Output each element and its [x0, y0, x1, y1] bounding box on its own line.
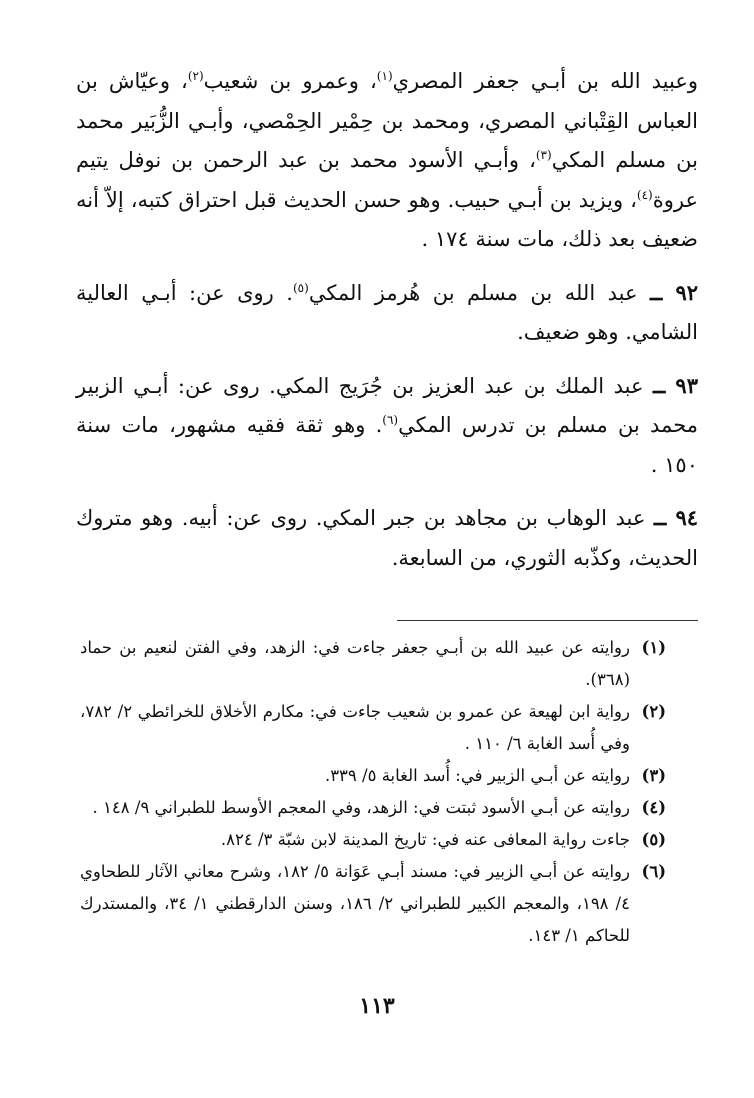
footnote-ref-3[interactable]: (٣)	[535, 148, 552, 162]
footnote-text: روايته عن عبيد الله بن أبـي جعفر جاءت في: الزهد، وفي الفتن لنعيم بن حماد (٣٦٨).	[80, 638, 630, 689]
entry-number: ٩٤ ــ	[653, 505, 698, 530]
footnote-text: روايته عن أبـي الزبير في: أُسد الغابة ٥/ ٣٣٩.	[324, 766, 630, 785]
entry-text: عبد الملك بن عبد العزيز بن جُرَيج المكي. روى عن: أبـي الزبير محمد بن مسلم بن تدرس المكي	[76, 373, 698, 437]
footnote-5	[80, 824, 666, 856]
footnote-ref-2[interactable]: (٢)	[187, 69, 204, 83]
footnote-number: (٥)	[641, 830, 666, 849]
entry-text: عبد الله بن مسلم بن هُرمز المكي	[308, 280, 638, 305]
footnote-number: (٤)	[641, 798, 666, 817]
footnote-text: روايته عن أبـي الزبير في: مسند أبـي عَوَانة ٥/ ١٨٢، وشرح معاني الآثار للطحاوي ٤/ ١٩٨، والمعجم الكبير للطبراني ٢/ ١٨٦، وسنن الدارقطني ١/ ٣٤، والمستدرك للحاكم ١/ ١٤٣.	[80, 862, 630, 945]
footnote-3	[80, 760, 666, 792]
intro-text-2: ، وعمرو بن شعيب	[203, 69, 377, 93]
footnote-number: (٣)	[641, 766, 666, 785]
footnote-6	[80, 856, 666, 952]
footnote-number: (٢)	[641, 702, 666, 721]
entry-93	[76, 366, 698, 486]
entry-number: ٩٢ ــ	[650, 279, 698, 305]
entry-94	[76, 498, 698, 578]
footnote-1	[80, 632, 666, 696]
footnote-text: روايته عن أبـي الأسود ثبتت في: الزهد، وفي المعجم الأوسط للطبراني ٩/ ١٤٨ .	[92, 798, 630, 817]
footnote-ref-6[interactable]: (٦)	[382, 413, 399, 427]
footnote-ref-5[interactable]: (٥)	[292, 280, 309, 295]
entry-text: عبد الوهاب بن مجاهد بن جبر المكي. روى عن: أبيه. وهو متروك الحديث، وكذّبه الثوري، من السابعة.	[76, 506, 698, 570]
entry-text-cont: . وهو ثقة فقيه مشهور، مات سنة ١٥٠ .	[76, 413, 698, 477]
footnote-number: (١)	[641, 638, 666, 657]
entry-text-cont: . روى عن: أبـي العالية الشامي. وهو ضعيف.	[76, 280, 698, 344]
footnote-4	[80, 792, 666, 824]
intro-text-1: وعبيد الله بن أبـي جعفر المصري	[392, 69, 698, 93]
footnote-separator	[397, 620, 698, 621]
intro-text-5: ، ويزيد بن أبـي حبيب. وهو حسن الحديث قبل احتراق كتبه، إلاّ أنه ضعيف بعد ذلك، مات سنة ١٧٤ .	[76, 187, 698, 251]
footnote-ref-4[interactable]: (٤)	[636, 187, 653, 202]
footnote-text: رواية ابن لهيعة عن عمرو بن شعيب جاءت في: مكارم الأخلاق للخرائطي ٢/ ٧٨٢، وفي أُسد الغابة ٦/ ١١٠ .	[80, 702, 630, 753]
footnote-number: (٦)	[641, 862, 666, 881]
entry-92	[76, 273, 698, 353]
intro-paragraph	[76, 62, 698, 260]
footnotes	[80, 632, 666, 952]
footnote-2	[80, 696, 666, 760]
intro-text-3: ، وعيّاش بن العباس القِتْباني المصري، ومحمد بن حِمْير الحِمْصي، وأبـي الزُّبَير محمد بن مسلم المكي	[76, 69, 698, 172]
main-text	[76, 62, 698, 578]
footnote-text: جاءت رواية المعافى عنه في: تاريخ المدينة لابن شبّة ٣/ ٨٢٤.	[220, 830, 630, 849]
intro-text-4: ، وأبـي الأسود محمد بن عبد الرحمن بن نوفل يتيم عروة	[76, 148, 698, 212]
page-number: ١١٣	[359, 993, 395, 1019]
footnote-ref-1[interactable]: (١)	[376, 69, 393, 83]
entry-number: ٩٣ ــ	[652, 372, 698, 398]
